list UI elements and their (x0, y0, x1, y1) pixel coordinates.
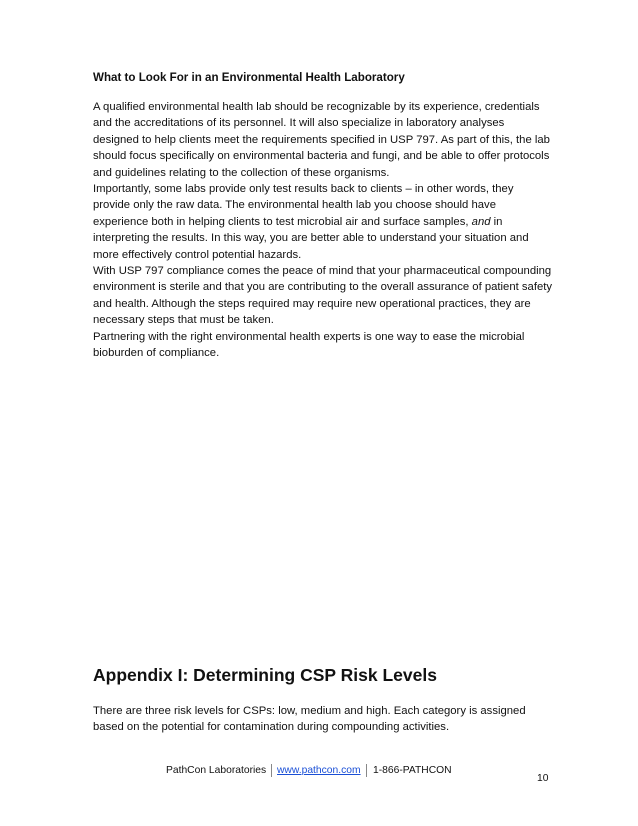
paragraph-lab-qualifications: A qualified environmental health lab should be recognizable by its experience, credentials and the accreditations of its personnel. It will also specialize in laboratory analyses designed to help clients meet the requirements specified in USP 797. As part of this, the lab should focus specifically on environmental bacteria and fungi, and be able to offer protocols and guidelines relating to the collection of these organisms. (93, 101, 550, 179)
paragraph-raw-data-emphasis: and (471, 215, 491, 228)
footer-company: PathCon Laboratories (166, 765, 267, 776)
appendix-title: Appendix I: Determining CSP Risk Levels (93, 665, 437, 685)
paragraph-raw-data (93, 181, 553, 263)
paragraph-raw-data-part1: Importantly, some labs provide only test results back to clients – in other words, they provide only the raw data. The environmental health lab you choose should have experience both in helping clients to test microbial air and surface samples, (93, 183, 514, 228)
footer-phone: 1-866-PATHCON (373, 765, 452, 776)
paragraph-compliance: With USP 797 compliance comes the peace of mind that your pharmaceutical compounding environment is sterile and that you are contributing to the overall assurance of patient safety and health. Although the steps required may require new operational practices, they are necessary steps that must be taken. (93, 265, 553, 327)
footer-divider (271, 764, 272, 777)
paragraph-partnering: Partnering with the right environmental health experts is one way to ease the microbial bioburden of compliance. (93, 331, 525, 360)
appendix-intro: There are three risk levels for CSPs: low, medium and high. Each category is assigned based on the potential for contamination during compounding activities. (93, 705, 526, 734)
paragraph-raw-data-part2: in interpreting the results. In this way, you are better able to understand your situation and more effectively control potential hazards. (93, 215, 529, 261)
page-number: 10 (537, 773, 549, 784)
section-heading: What to Look For in an Environmental Health Laboratory (93, 71, 405, 84)
footer-website-link[interactable]: www.pathcon.com (277, 765, 361, 776)
footer-divider (366, 764, 367, 777)
